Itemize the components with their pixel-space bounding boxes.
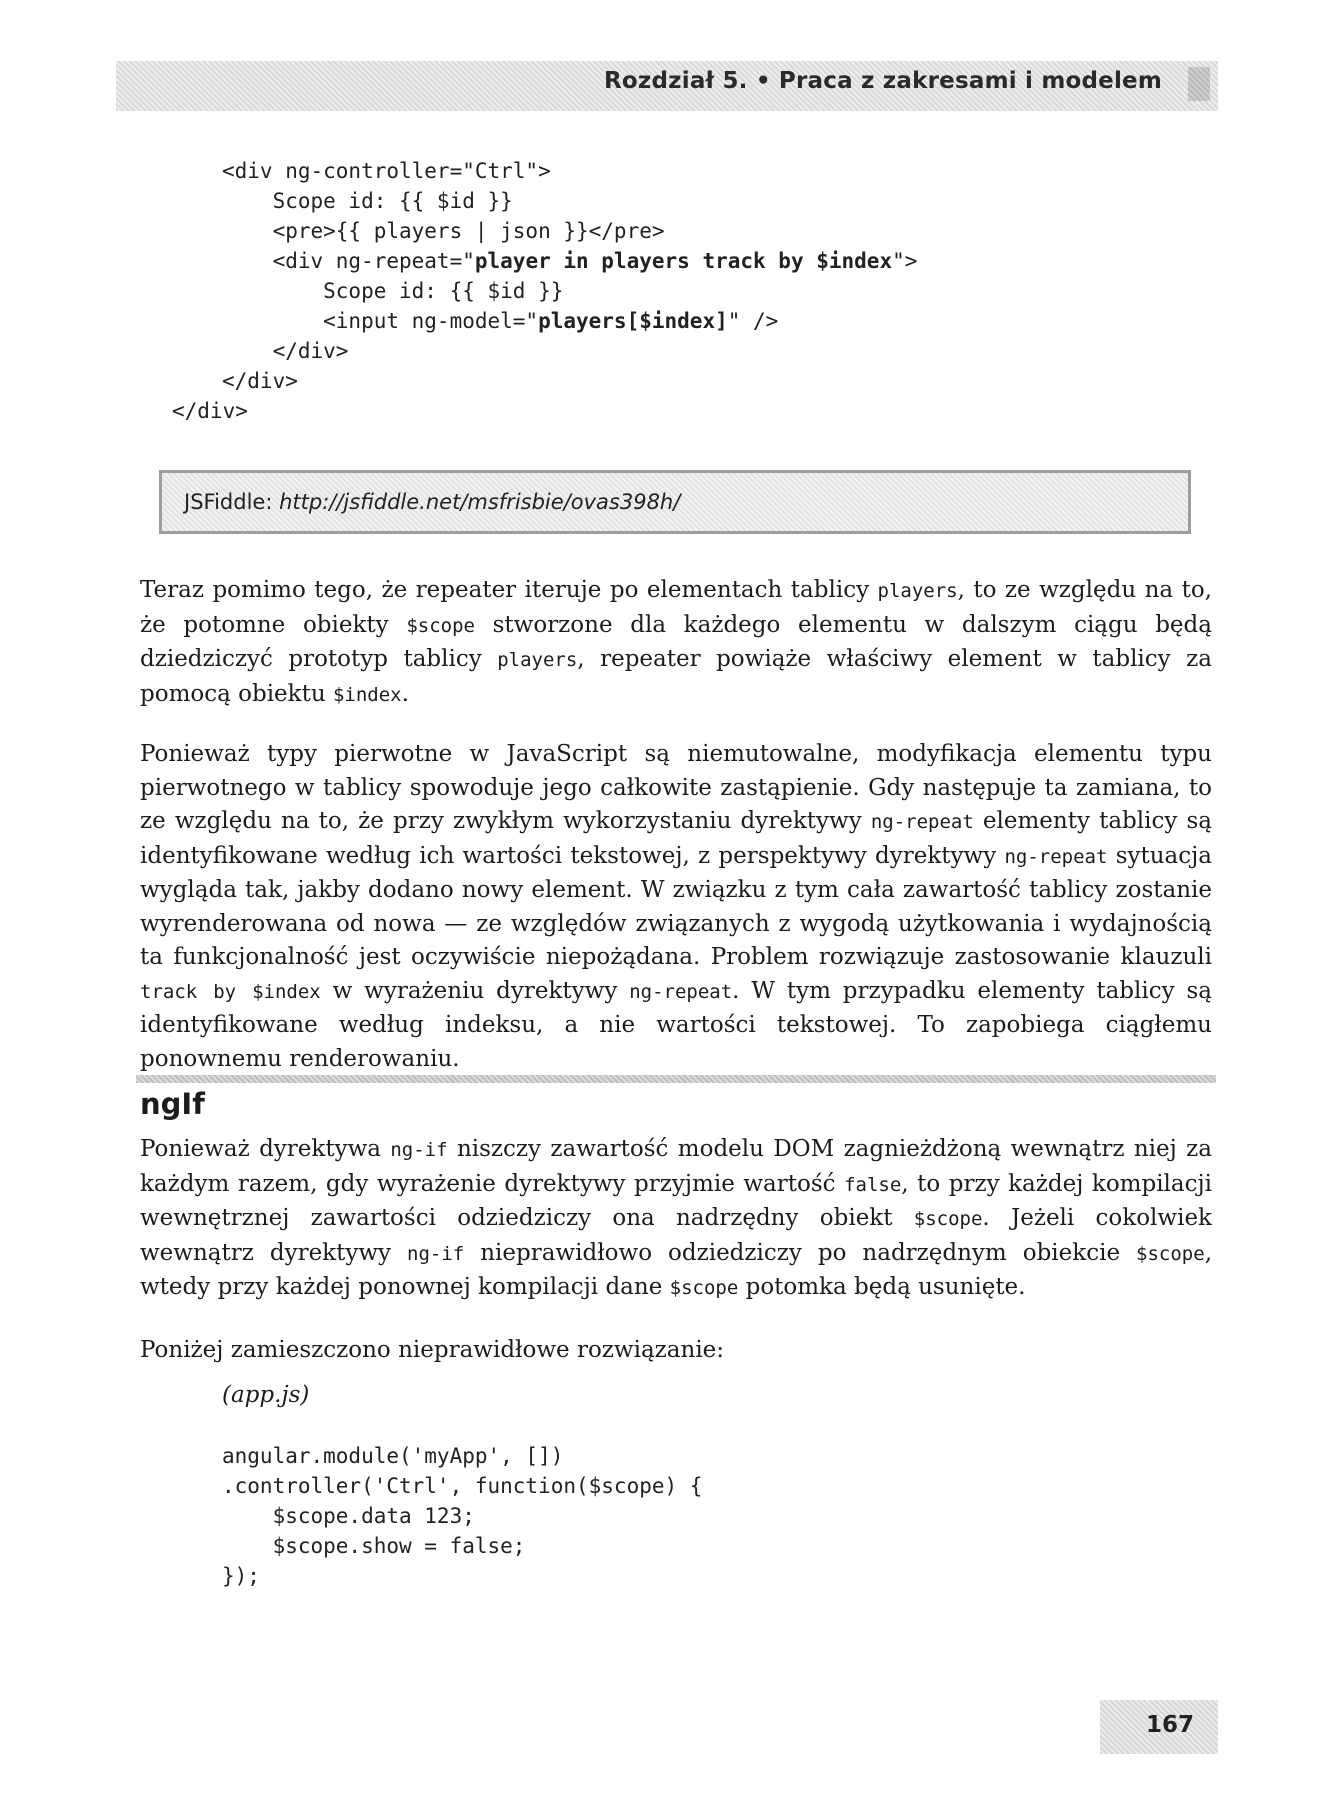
jsfiddle-box: [159, 470, 1191, 534]
inline-code: $scope: [669, 1277, 739, 1299]
text-run: . Jeżeli cokolwiek wewnątrz dyrektywy: [140, 1205, 1212, 1266]
text-run: , to ze względu na to, że potomne obiekty: [140, 577, 1212, 638]
jsfiddle-text: [184, 490, 680, 514]
inline-code: ng-if: [407, 1242, 465, 1265]
inline-code: $scope: [406, 614, 475, 637]
header-tab-marker: [1188, 67, 1210, 101]
text-run: , repeater powiąże właściwy element w tablicy za pomocą obiektu: [140, 646, 1212, 707]
text-run: nieprawidłowo odziedziczy po nadrzędnym obiekcie: [464, 1239, 1137, 1266]
text-run: potomka będą usunięte.: [738, 1274, 1026, 1300]
inline-code: players: [497, 649, 578, 671]
text-run: elementy tablicy są identyfikowane według ich wartości tekstowej, z perspektywy dyrektywy: [140, 808, 1212, 869]
jsfiddle-link[interactable]: http://jsfiddle.net/msfrisbie/ovas398h/: [279, 490, 681, 514]
inline-code: false: [844, 1173, 902, 1196]
text-run: w wyrażeniu dyrektywy: [320, 977, 630, 1004]
jsfiddle-label: JSFiddle:: [184, 490, 273, 514]
section-divider: [136, 1075, 1216, 1083]
code-line: angular.module('myApp', []): [222, 1444, 564, 1468]
paragraph-incorrect-solution: Poniżej zamieszczono nieprawidłowe rozwiązanie:: [140, 1337, 725, 1363]
code-line: <input ng-model="players[$index]" />: [222, 309, 779, 333]
paragraph-players-repeater: [140, 574, 1212, 712]
text-run: stworzone dla każdego elementu w dalszym ciągu będą dziedziczyć prototyp tablicy: [140, 611, 1212, 672]
code-line: .controller('Ctrl', function($scope) {: [222, 1474, 703, 1498]
text-run: .: [401, 680, 409, 707]
code-line: <pre>{{ players | json }}</pre>: [222, 219, 665, 243]
text-run: Ponieważ typy pierwotne w JavaScript są niemutowalne, modyfikacja elementu typu pierwotnego w tablicy spowoduje jego całkowite zastąpienie. Gdy następuje ta zamiana, to ze względu na to, że przy zwykłym wykorzystaniu dyrektywy: [140, 741, 1212, 834]
text-run: . W tym przypadku elementy tablicy są identyfikowane według indeksu, a nie wartości tekstowej. To zapobiega ciągłemu ponownemu renderowaniu.: [140, 977, 1212, 1072]
inline-code: track by $index: [140, 980, 321, 1003]
chapter-title: Rozdział 5. • Praca z zakresami i modelem: [603, 68, 1162, 94]
code-line: });: [222, 1564, 260, 1588]
code-line: $scope.data 123;: [222, 1504, 475, 1528]
text-run: , wtedy przy każdej ponownej kompilacji dane: [140, 1239, 1212, 1300]
text-run: sytuacja wygląda tak, jakby dodano nowy element. W związku z tym cała zawartość tablicy zostanie wyrenderowana od nowa — ze względów związanych z wygodą użytkowania i wydajnością ta funkcjonalność jest oczywiście niepożądana. Problem rozwiązuje zastosowanie klauzuli: [140, 842, 1212, 970]
inline-code: $index: [332, 683, 402, 706]
text-run: , to przy każdej kompilacji wewnętrznej zawartości odziedziczy ona nadrzędny obiekt: [140, 1170, 1212, 1231]
inline-code: $scope: [1136, 1242, 1205, 1265]
code-line: </div>: [222, 369, 298, 393]
page-number: 167: [1145, 1712, 1194, 1738]
code-block-js: [222, 1441, 702, 1591]
code-line: Scope id: {{ $id }}: [222, 189, 513, 213]
text-run: Ponieważ dyrektywa: [140, 1136, 391, 1162]
code-block-html: [172, 156, 918, 426]
code-line: </div>: [172, 399, 248, 423]
code-line: Scope id: {{ $id }}: [222, 279, 564, 303]
inline-code: ng-if: [390, 1139, 448, 1161]
text-run: Teraz pomimo tego, że repeater iteruje po elementach tablicy: [140, 577, 878, 603]
paragraph-ngif: [140, 1133, 1212, 1306]
section-heading: ngIf: [140, 1087, 205, 1121]
running-header: [116, 61, 1218, 111]
code-line: </div>: [222, 339, 349, 363]
page-number-box: [1100, 1700, 1218, 1754]
inline-code: ng-repeat: [629, 980, 733, 1003]
code-filename: (app.js): [222, 1382, 310, 1408]
inline-code: ng-repeat: [870, 811, 974, 833]
inline-code: ng-repeat: [1004, 845, 1108, 868]
text-run: niszczy zawartość modelu DOM zagnieżdżoną wewnątrz niej za każdym razem, gdy wyrażenie dyrektywy przyjmie wartość: [140, 1136, 1212, 1197]
inline-code: players: [877, 580, 958, 602]
code-line: <div ng-controller="Ctrl">: [222, 159, 551, 183]
code-line: $scope.show = false;: [222, 1534, 526, 1558]
code-line: <div ng-repeat="player in players track by $index">: [222, 249, 918, 273]
inline-code: $scope: [913, 1208, 983, 1230]
paragraph-primitive-types: [140, 738, 1212, 1076]
